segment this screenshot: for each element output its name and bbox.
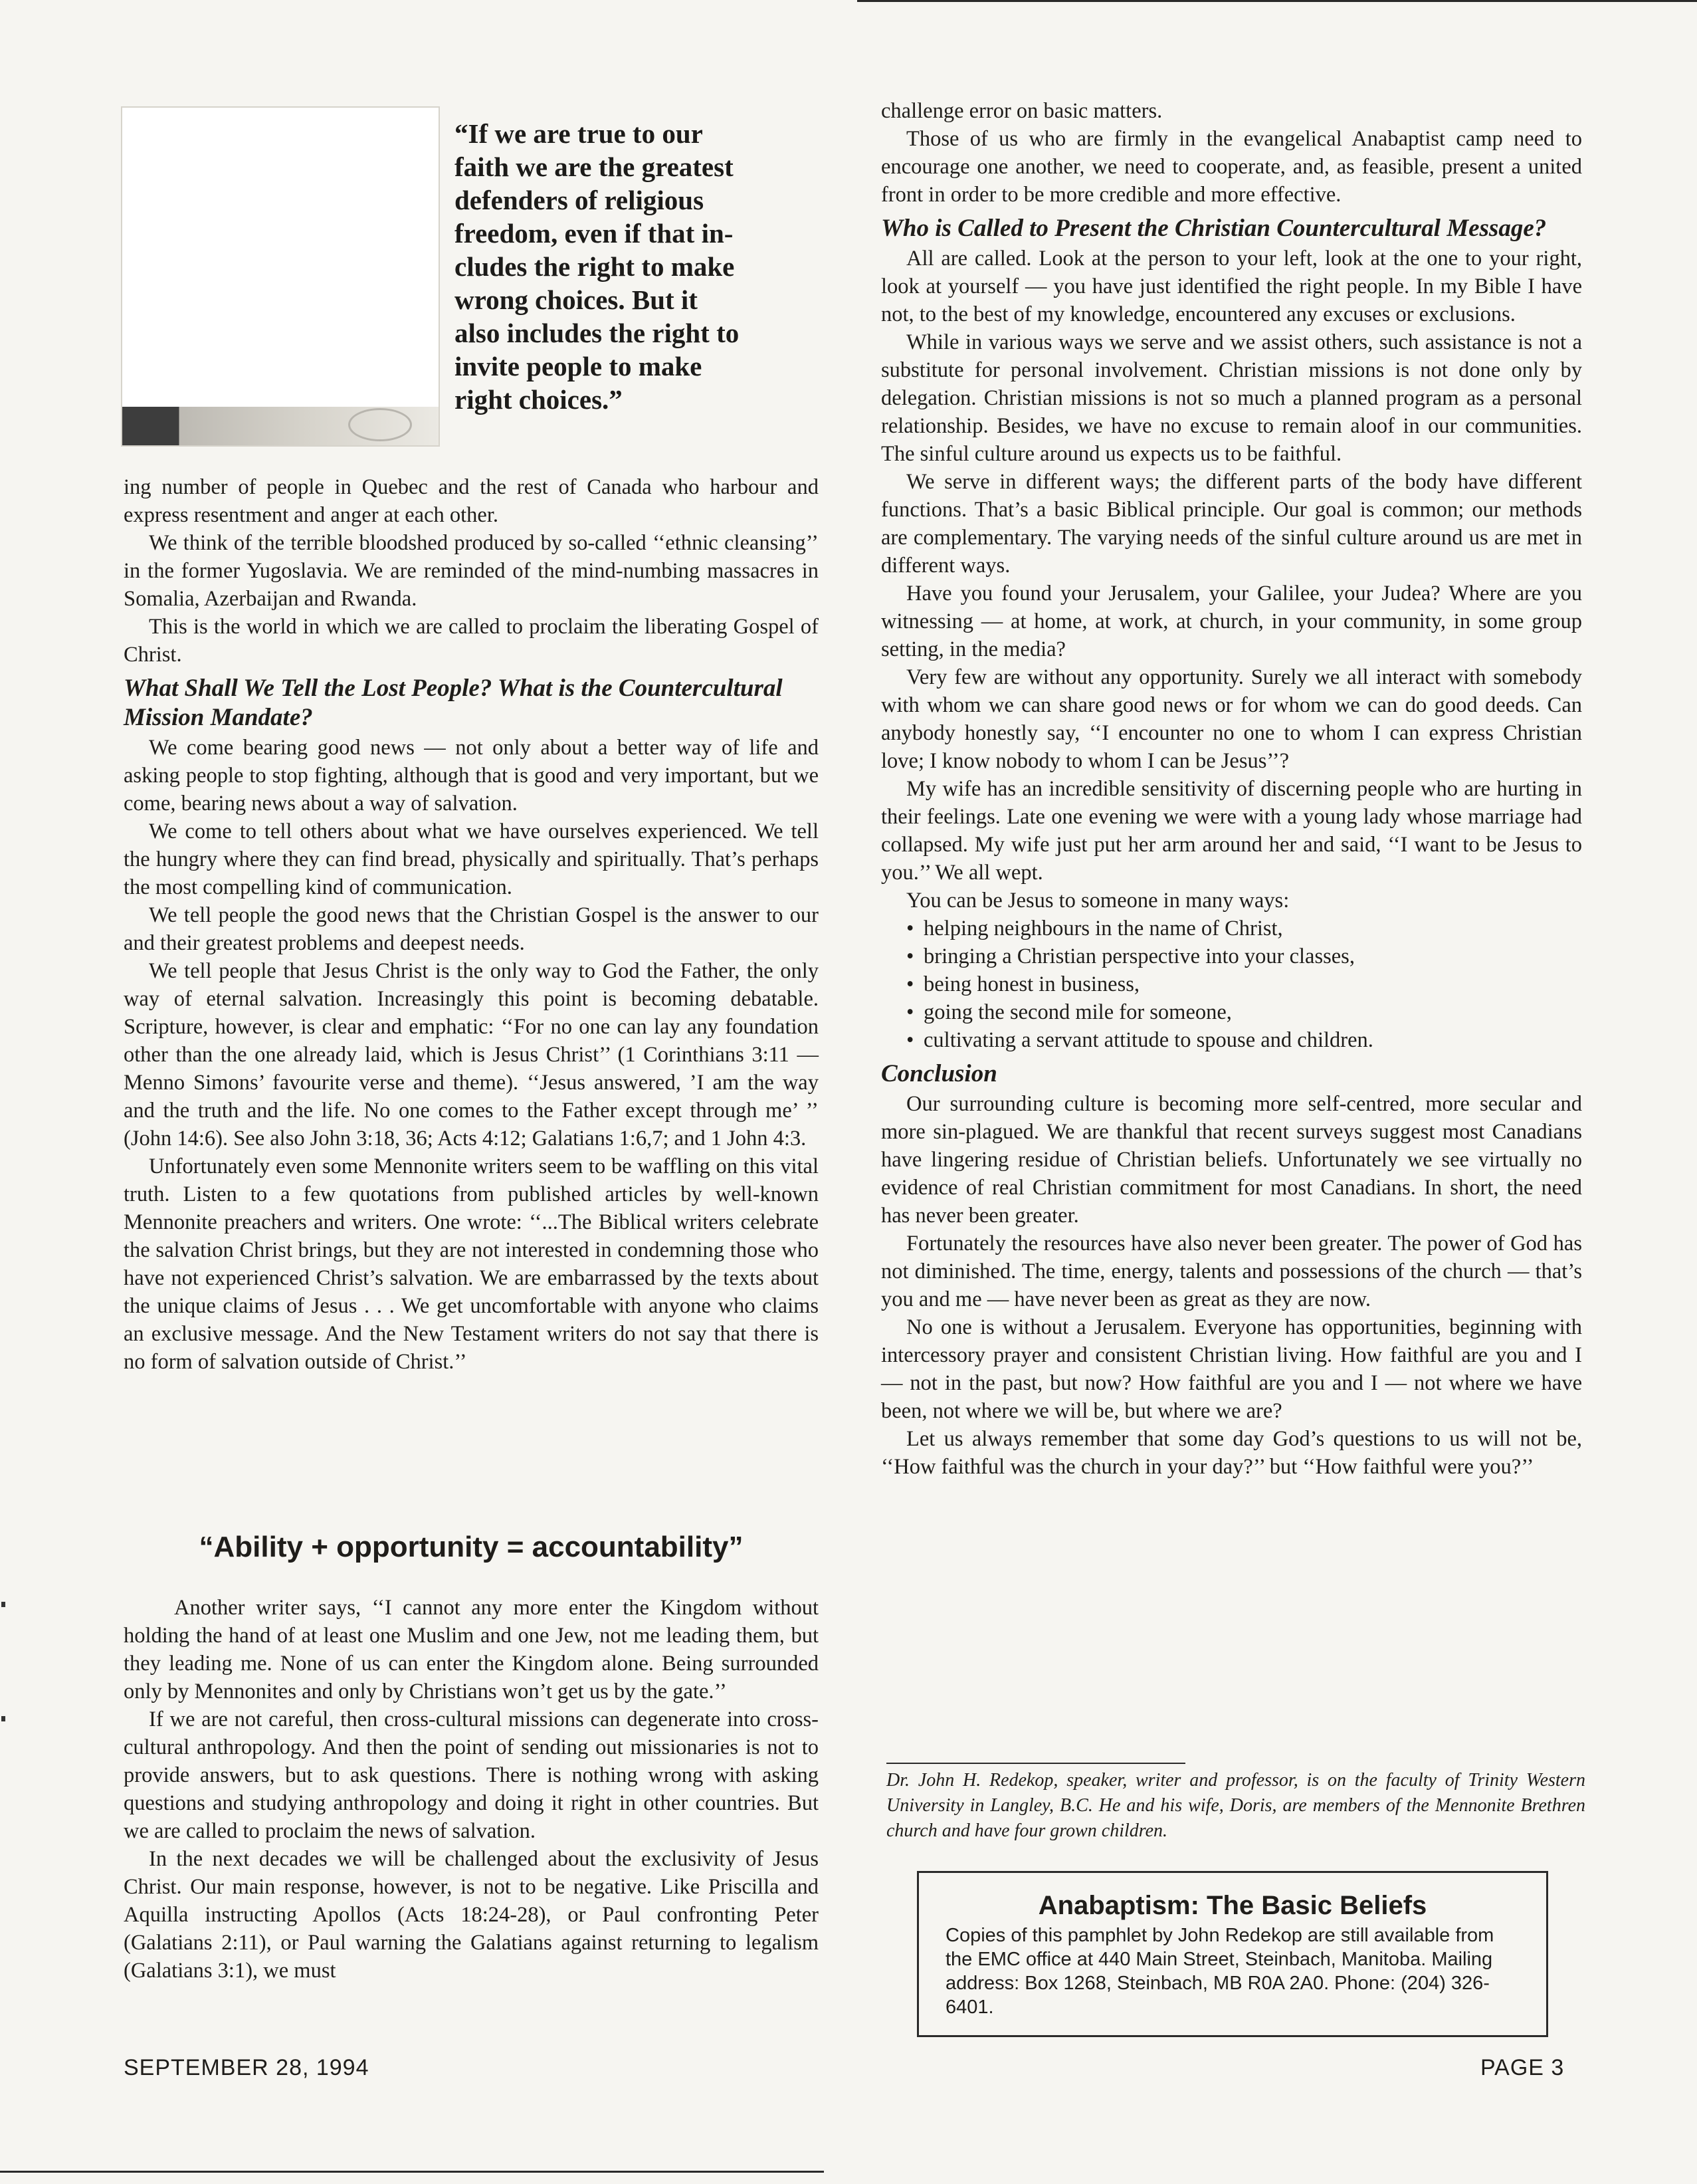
pull-quote-line: also includes the right to: [454, 318, 740, 348]
section-heading: Who is Called to Present the Christian Countercultural Message?: [881, 215, 1547, 242]
paragraph: Very few are without any opportunity. Surely we all interact with somebody with whom we can share good news or for whom we can do good deeds. Can anybody honestly say, ‘‘I encounter no one to whom I can express Christian love; I know nobody to whom I can be Jesus’’?: [881, 665, 1582, 773]
pull-quote-line: wrong choices. But it: [454, 284, 698, 315]
list-item: • being honest in business,: [906, 970, 1582, 998]
bio-divider: [886, 1763, 1185, 1764]
scan-mark: [1, 1716, 5, 1721]
author-bio: Dr. John H. Redekop, speaker, writer and professor, is on the faculty of Trinity Western University in Langley, B.C. He and his wife, Doris, are members of the Mennonite Brethren church and have four grown children.: [886, 1770, 1585, 1841]
bottom-rule: [0, 2171, 824, 2173]
left-column-lower: [124, 1594, 819, 1985]
pamphlet-text: Copies of this pamphlet by John Redekop are still available from the EMC office at 440 Main Street, Steinbach, Manitoba. Mailing address: Box 1268, Steinbach, MB R0A 2A0. Phone: (204) 326-6401.: [946, 1925, 1494, 2018]
paragraph: We tell people the good news that the Christian Gospel is the answer to our and their greatest problems and deepest needs.: [124, 903, 819, 955]
article-photo: [121, 106, 440, 447]
paragraph: We think of the terrible bloodshed produced by so-called ‘‘ethnic cleansing’’ in the former Yugoslavia. We are reminded of the mind-numbing massacres in Somalia, Azerbaijan and Rwanda.: [124, 531, 819, 611]
section-heading: Conclusion: [881, 1060, 997, 1087]
list-item: • cultivating a servant attitude to spouse and children.: [906, 1026, 1582, 1054]
paragraph: You can be Jesus to someone in many ways:: [906, 889, 1290, 913]
footer-page-number: PAGE 3: [1480, 2055, 1565, 2080]
left-column: [124, 473, 819, 1376]
pull-quote-line: freedom, even if that in-: [454, 218, 734, 249]
paragraph: My wife has an incredible sensitivity of discerning people who are hurting in their feelings. Late one evening we were with a young lady whose marriage had collapsed. My wife just put her arm around her and said, ‘‘I want to be Jesus to you.’’ We all wept.: [881, 777, 1582, 885]
paragraph: This is the world in which we are called to proclaim the liberating Gospel of Christ.: [124, 615, 819, 667]
top-rule: [857, 0, 1697, 2]
paragraph: Those of us who are firmly in the evangelical Anabaptist camp need to encourage one another, we need to cooperate, and, as feasible, present a united front in order to be more credible and more effective.: [881, 127, 1582, 207]
paragraph: We serve in different ways; the different parts of the body have different functions. That’s a basic Biblical principle. Our goal is common; our methods are complementary. The varying needs of the sinful culture around us are met in different ways.: [881, 470, 1582, 578]
paragraph: All are called. Look at the person to your left, look at the one to your right, look at yourself — you have just identified the right people. In my Bible I have not, to the best of my knowledge, encountered any excuses or exclusions.: [881, 247, 1582, 326]
paragraph: Let us always remember that some day God’s questions to us will not be, ‘‘How faithful was the church in your day?’’ but ‘‘How faithful were you?’’: [881, 1427, 1582, 1479]
bullet-list: [881, 915, 1582, 1054]
pull-quote-line: right choices.”: [454, 384, 623, 415]
paragraph: Our surrounding culture is becoming more self-centred, more secular and more sin-plagued. We are thankful that recent surveys suggest most Canadians have lingering residue of Christian beliefs. Unfortunately we see virtually no evidence of real Christian commitment for most Canadians. In short, the need has never been greater.: [881, 1092, 1582, 1228]
paragraph: We tell people that Jesus Christ is the only way to God the Father, the only way of eternal salvation. Increasingly this point is becoming debatable. Scripture, however, is clear and emphatic: ‘‘For no one can lay any foundation other than the one already laid, which is Jesus Christ’’ (1 Corinthians 3:11 — Menno Simons’ favourite verse and theme). ‘‘Jesus answered, ’I am the way and the truth and the life. No one comes to the Father except through me’ ’’ (John 14:6). See also John 3:18, 36; Acts 4:12; Galatians 1:6,7; and 1 John 4:3.: [124, 959, 819, 1150]
pamphlet-title: Anabaptism: The Basic Beliefs: [1038, 1891, 1427, 1920]
pull-quote-line: invite people to make: [454, 351, 702, 382]
paragraph: In the next decades we will be challenged about the exclusivity of Jesus Christ. Our main response, however, is not to be negative. Like Priscilla and Aquilla instructing Apollos (Acts 18:24-28), or Paul confronting Peter (Galatians 2:11), or Paul warning the Galatians against returning to legalism (Galatians 3:1), we must: [124, 1847, 819, 1983]
paragraph: ing number of people in Quebec and the rest of Canada who harbour and express resentment and anger at each other.: [124, 475, 819, 527]
paragraph: If we are not careful, then cross-cultural missions can degenerate into cross-cultural anthropology. And then the point of sending out missionaries is not to provide answers, but to ask questions. There is nothing wrong with asking questions and studying anthropology and doing it right in other countries. But we are called to proclaim the news of salvation.: [124, 1707, 819, 1843]
photo-mark: [348, 408, 412, 441]
paragraph: Unfortunately even some Mennonite writers seem to be waffling on this vital truth. Listen to a few quotations from published articles by well-known Mennonite preachers and writers. One wrote: ‘‘...The Biblical writers celebrate the salvation Christ brings, but they are not interested in condemning those who have not experienced Christ’s salvation. We are embarrassed by the texts about the unique claims of Jesus . . . We get uncomfortable with anyone who claims an exclusive message. And the New Testament writers do not say that there is no form of salvation outside of Christ.’’: [124, 1154, 819, 1374]
paragraph: We come to tell others about what we have ourselves experienced. We tell the hungry where they can find bread, physically and spiritually. That’s perhaps the most compelling kind of communication.: [124, 819, 819, 899]
list-item: • bringing a Christian perspective into your classes,: [906, 942, 1582, 970]
list-item: • helping neighbours in the name of Christ,: [906, 915, 1582, 942]
pull-quote: [454, 117, 827, 416]
paragraph: We come bearing good news — not only about a better way of life and asking people to stop fighting, although that is good and very important, but we come, bearing news about a way of salvation.: [124, 736, 819, 816]
paragraph: Fortunately the resources have also never been greater. The power of God has not diminished. The time, energy, talents and possessions of the church — that’s you and me — have never been as great as they are now.: [881, 1232, 1582, 1311]
pull-quote-line: cludes the right to make: [454, 251, 735, 282]
scan-mark: [1, 1602, 5, 1607]
paragraph: No one is without a Jerusalem. Everyone has opportunities, beginning with intercessory prayer and consistent Christian living. How faithful are you and I — not in the past, but now? How faithful are you and I — not where we have been, not where we will be, but where we are?: [881, 1315, 1582, 1423]
pull-quote-line: defenders of religious: [454, 185, 704, 215]
right-column: [881, 97, 1582, 1481]
paragraph: Another writer says, ‘‘I cannot any more enter the Kingdom without holding the hand of at least one Muslim and one Jew, not me leading them, but they leading me. None of us can enter the Kingdom alone. Being surrounded only by Mennonites and only by Christians won’t get us by the gate.’’: [124, 1596, 819, 1703]
section-heading: What Shall We Tell the Lost People? What is the Countercultural Mission Mandate?: [124, 675, 783, 731]
pamphlet-box: [917, 1871, 1548, 2037]
ability-heading: “Ability + opportunity = accountability”: [199, 1531, 744, 1563]
paragraph: While in various ways we serve and we assist others, such assistance is not a substitute for personal involvement. Christian missions is not done only by delegation. Christian missions is not so much a planned program as a personal relationship. Besides, we have no excuse to remain aloof in our communities. The sinful culture around us expects us to be faithful.: [881, 330, 1582, 466]
footer-date: SEPTEMBER 28, 1994: [124, 2055, 369, 2080]
list-item: • going the second mile for someone,: [906, 998, 1582, 1026]
pull-quote-line: “If we are true to our: [454, 118, 703, 149]
paragraph: Have you found your Jerusalem, your Galilee, your Judea? Where are you witnessing — at home, at work, at church, in your community, in some group setting, in the media?: [881, 582, 1582, 661]
paragraph: challenge error on basic matters.: [881, 99, 1163, 123]
pull-quote-line: faith we are the greatest: [454, 152, 734, 182]
